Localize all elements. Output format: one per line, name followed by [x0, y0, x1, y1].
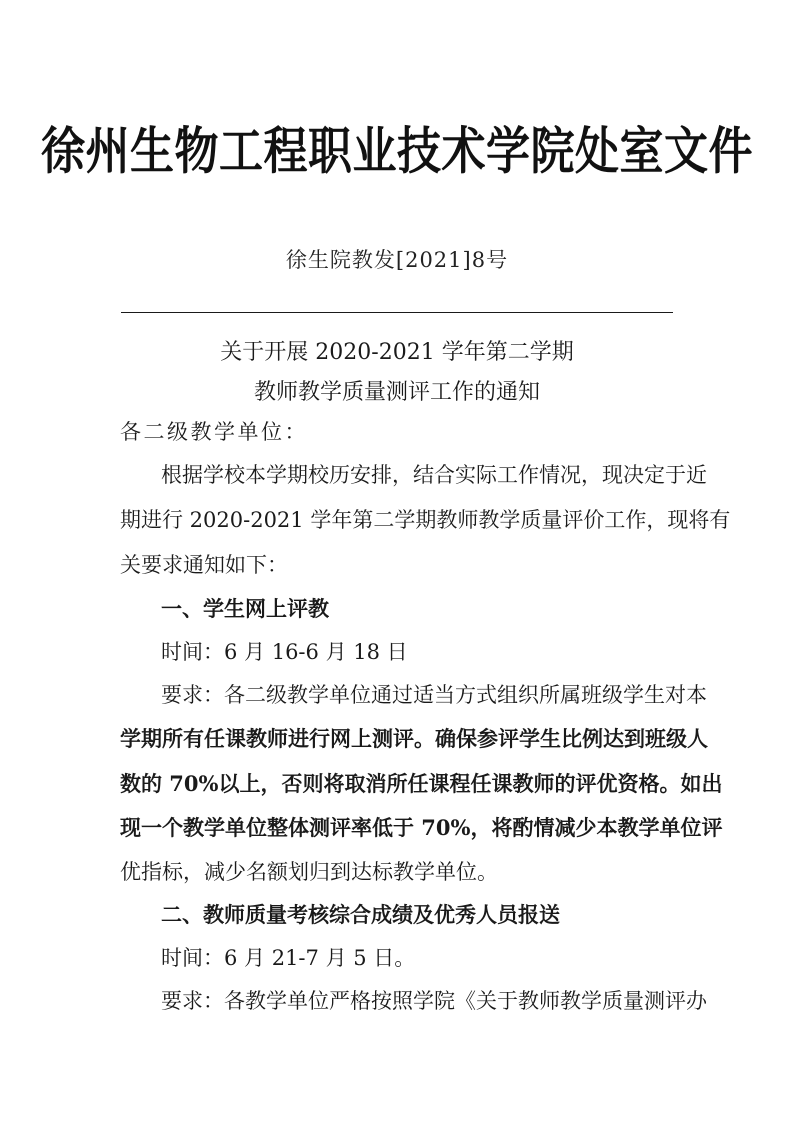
notice-title-line-1: 关于开展 2020-2021 学年第二学期 — [220, 340, 574, 365]
section-2-time: 时间：6 月 21-7 月 5 日。 — [161, 946, 416, 970]
intro-line-3: 关要求通知如下： — [120, 553, 288, 577]
header-divider — [121, 312, 673, 313]
section-1-requirement-line-5: 优指标，减少名额划归到达标教学单位。 — [120, 860, 498, 884]
section-1-requirement-line-3: 数的 70%以上，否则将取消所任课程任课教师的评优资格。如出 — [120, 771, 723, 796]
notice-title-line-2: 教师教学质量测评工作的通知 — [253, 380, 540, 405]
section-1-requirement-line-2: 学期所有任课教师进行网上测评。确保参评学生比例达到班级人 — [120, 726, 708, 751]
document-header-title: 徐州生物工程职业技术学院处室文件 — [41, 122, 753, 182]
section-2-heading: 二、教师质量考核综合成绩及优秀人员报送 — [161, 902, 560, 927]
document-number: 徐生院教发[2021]8号 — [285, 248, 509, 272]
section-1-requirement-line-4: 现一个教学单位整体测评率低于 70%，将酌情减少本教学单位评 — [120, 815, 723, 840]
section-2-requirement-line-1: 要求：各教学单位严格按照学院《关于教师教学质量测评办 — [161, 989, 707, 1013]
section-1-time: 时间：6 月 16-6 月 18 日 — [161, 640, 408, 664]
intro-line-2: 期进行 2020-2021 学年第二学期教师教学质量评价工作，现将有 — [120, 508, 731, 532]
intro-line-1: 根据学校本学期校历安排，结合实际工作情况，现决定于近 — [161, 463, 707, 487]
section-1-heading: 一、学生网上评教 — [161, 596, 329, 621]
salutation: 各二级教学单位： — [120, 420, 308, 444]
section-1-requirement-line-1: 要求：各二级教学单位通过适当方式组织所属班级学生对本 — [161, 683, 707, 707]
